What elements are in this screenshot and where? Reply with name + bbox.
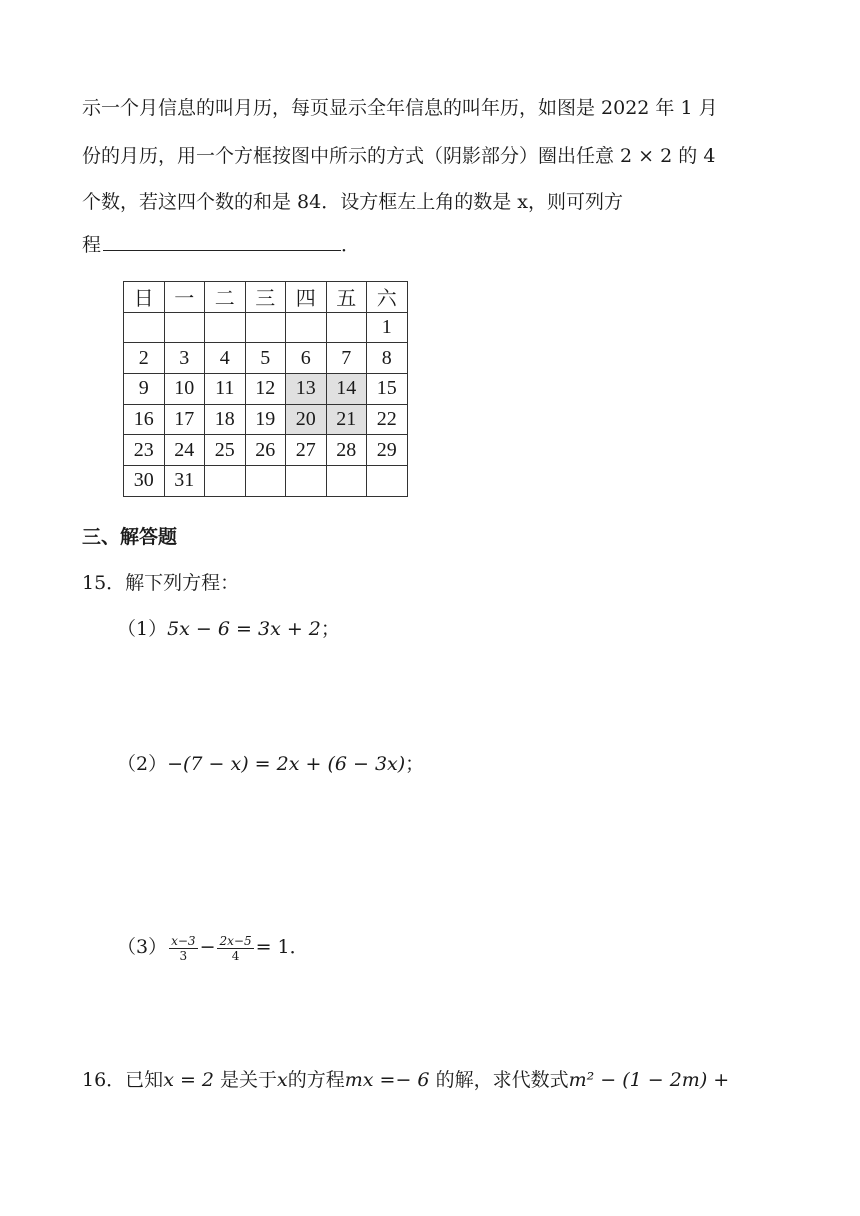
calendar-day-cell: 8 xyxy=(367,343,408,374)
q16-math-2: x xyxy=(277,1069,288,1091)
q16-text-d: 的解，求代数式 xyxy=(429,1069,569,1091)
q15-part-2 xyxy=(117,752,424,776)
q16-text-a: 16．已知 xyxy=(82,1069,164,1091)
q15-part-3-rhs: = 1 xyxy=(255,936,290,958)
calendar-day-cell xyxy=(245,466,286,497)
q16-math-1: x = 2 xyxy=(163,1069,214,1091)
calendar-day-cell: 14 xyxy=(326,374,367,405)
intro-line-4-text: 程 xyxy=(82,234,102,256)
calendar-day-cell xyxy=(205,312,246,343)
section-title: 三、解答题 xyxy=(82,526,178,548)
calendar-day-cell xyxy=(367,466,408,497)
calendar-day-cell: 11 xyxy=(205,374,246,405)
calendar-week-row xyxy=(124,435,408,466)
calendar-day-cell: 10 xyxy=(164,374,205,405)
fraction-1-denominator: 3 xyxy=(179,948,188,963)
fraction-2-numerator: 2x−5 xyxy=(219,933,252,948)
calendar-day-cell: 15 xyxy=(367,374,408,405)
calendar-day-cell: 29 xyxy=(367,435,408,466)
calendar-day-cell: 31 xyxy=(164,466,205,497)
calendar-day-cell: 18 xyxy=(205,404,246,435)
calendar-header-cell: 六 xyxy=(367,282,408,313)
calendar-day-cell: 30 xyxy=(124,466,165,497)
q15-title: 15．解下列方程： xyxy=(82,572,240,594)
calendar-day-cell: 17 xyxy=(164,404,205,435)
calendar-week-row xyxy=(124,466,408,497)
calendar-day-cell xyxy=(124,312,165,343)
calendar-header-cell: 三 xyxy=(245,282,286,313)
fraction-1 xyxy=(169,934,197,963)
calendar-day-cell: 23 xyxy=(124,435,165,466)
calendar-day-cell: 5 xyxy=(245,343,286,374)
intro-line-4 xyxy=(82,232,360,257)
calendar-day-cell xyxy=(286,466,327,497)
calendar-day-cell xyxy=(326,466,367,497)
intro-line-4-end: ． xyxy=(341,234,361,256)
q16 xyxy=(82,1068,729,1092)
calendar-day-cell: 12 xyxy=(245,374,286,405)
calendar-day-cell: 27 xyxy=(286,435,327,466)
calendar-day-cell: 21 xyxy=(326,404,367,435)
calendar-day-cell: 6 xyxy=(286,343,327,374)
calendar-day-cell: 20 xyxy=(286,404,327,435)
calendar-day-cell: 22 xyxy=(367,404,408,435)
q15-part-1-label: （1） xyxy=(117,618,168,640)
q15-part-1-equation: 5x − 6 = 3x + 2 xyxy=(167,618,321,640)
intro-line-2-text: 份的月历，用一个方框按图中所示的方式（阴影部分）圈出任意 xyxy=(82,145,621,167)
q15-part-3-minus: − xyxy=(199,936,216,958)
calendar-day-cell xyxy=(205,466,246,497)
answer-blank xyxy=(103,232,341,251)
calendar-day-cell: 13 xyxy=(286,374,327,405)
calendar-header-cell: 一 xyxy=(164,282,205,313)
q16-text-c: 的方程 xyxy=(287,1069,345,1091)
q15-part-3-end: ． xyxy=(289,936,309,958)
calendar-header-cell: 日 xyxy=(124,282,165,313)
calendar-day-cell: 19 xyxy=(245,404,286,435)
calendar-day-cell xyxy=(286,312,327,343)
calendar-week-row xyxy=(124,312,408,343)
calendar-day-cell xyxy=(245,312,286,343)
intro-line-3: 个数，若这四个数的和是 84．设方框左上角的数是 x，则可列方 xyxy=(82,191,623,213)
calendar-day-cell: 1 xyxy=(367,312,408,343)
q15-part-3 xyxy=(117,929,309,965)
calendar-header-cell: 四 xyxy=(286,282,327,313)
intro-line-1: 示一个月信息的叫月历，每页显示全年信息的叫年历，如图是 2022 年 1 月 xyxy=(82,97,718,119)
intro-line-2-math: 2 × 2 xyxy=(620,145,673,167)
calendar-day-cell: 2 xyxy=(124,343,165,374)
calendar-day-cell: 4 xyxy=(205,343,246,374)
fraction-2 xyxy=(217,934,253,963)
calendar-day-cell: 7 xyxy=(326,343,367,374)
calendar-day-cell: 24 xyxy=(164,435,205,466)
q15-part-2-equation: −(7 − x) = 2x + (6 − 3x) xyxy=(167,753,406,775)
q16-math-4: m² − (1 − 2m) + xyxy=(568,1069,730,1091)
calendar-table xyxy=(123,281,408,497)
calendar-day-cell xyxy=(326,312,367,343)
calendar-week-row xyxy=(124,404,408,435)
calendar-week-row xyxy=(124,374,408,405)
calendar-day-cell: 28 xyxy=(326,435,367,466)
q15-part-1 xyxy=(117,617,340,641)
calendar-day-cell: 16 xyxy=(124,404,165,435)
calendar-day-cell: 26 xyxy=(245,435,286,466)
fraction-2-denominator: 4 xyxy=(231,948,240,963)
q16-text-b: 是关于 xyxy=(214,1069,278,1091)
q15-part-2-end: ； xyxy=(405,753,425,775)
calendar-week-row xyxy=(124,343,408,374)
calendar-day-cell xyxy=(164,312,205,343)
q15-part-3-label: （3） xyxy=(117,936,168,958)
calendar-day-cell: 9 xyxy=(124,374,165,405)
calendar-header-row xyxy=(124,282,408,313)
intro-line-2 xyxy=(82,144,715,168)
q16-math-3: mx =− 6 xyxy=(344,1069,430,1091)
fraction-1-numerator: x−3 xyxy=(171,933,196,948)
calendar-day-cell: 3 xyxy=(164,343,205,374)
q15-part-1-end: ； xyxy=(320,618,340,640)
calendar-header-cell: 五 xyxy=(326,282,367,313)
q15-part-2-label: （2） xyxy=(117,753,168,775)
calendar-day-cell: 25 xyxy=(205,435,246,466)
intro-line-2-tail: 的 4 xyxy=(672,145,716,167)
calendar-header-cell: 二 xyxy=(205,282,246,313)
